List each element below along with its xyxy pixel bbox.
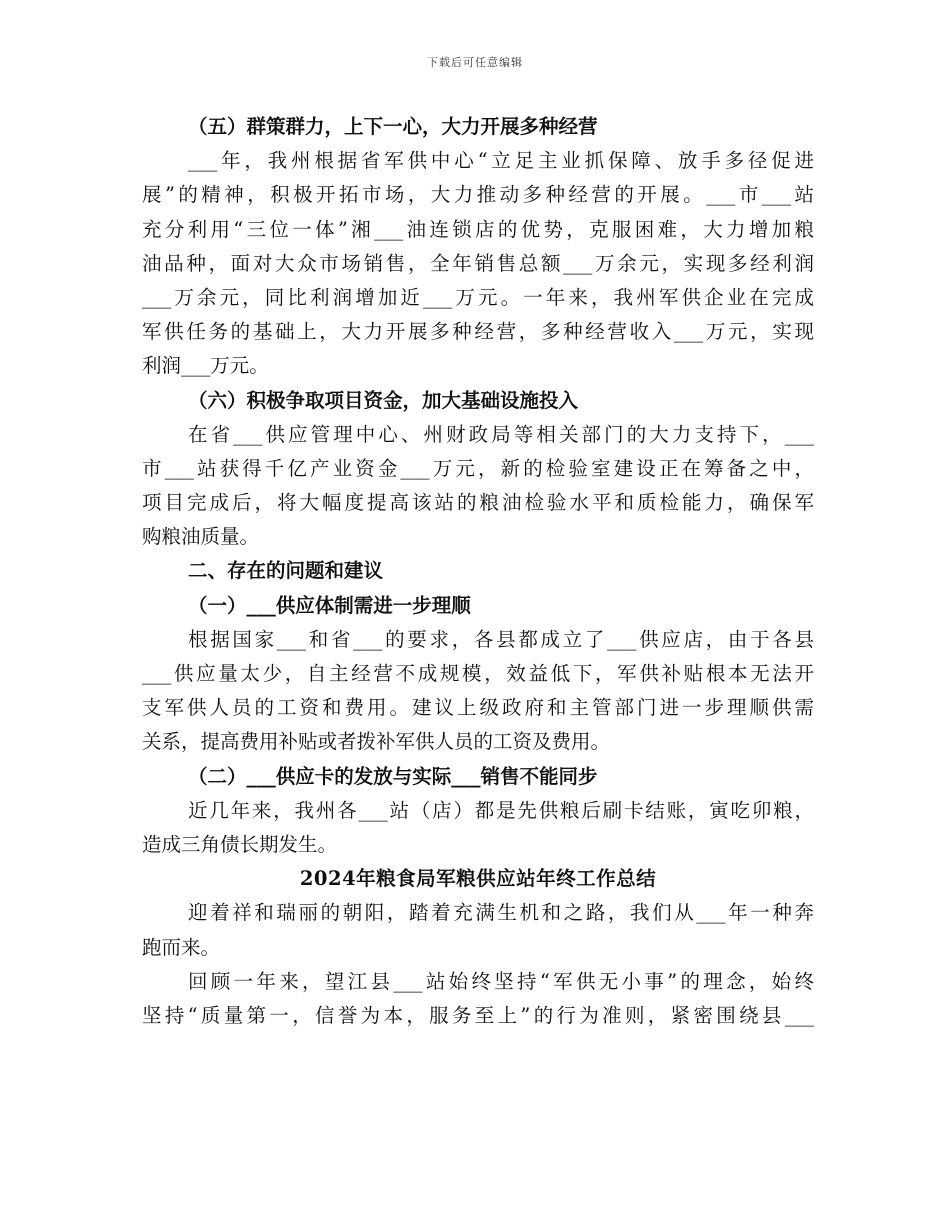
section-heading: （二）___供应卡的发放与实际___销售不能同步 [188,764,598,788]
text-line: 造成三角债长期发生。 [142,832,338,856]
text-line: 回顾一年来，望江县___站始终坚持“军供无小事”的理念，始终 [188,969,814,993]
text-line: ___年，我州根据省军供中心“立足主业抓保障、放手多径促进 [188,149,814,173]
document-title: 2024年粮食局军粮供应站年终工作总结 [299,867,657,891]
text-line: 支军供人员的工资和费用。建议上级政府和主管部门进一步理顺供需 [142,696,814,720]
text-line: 利润___万元。 [142,354,269,378]
text-line: 军供任务的基础上，大力开展多种经营，多种经营收入___万元，实现 [142,320,814,344]
text-line: 根据国家___和省___的要求，各县都成立了___供应店，由于各县 [188,627,814,651]
document-body [142,110,814,1033]
text-line: 关系，提高费用补贴或者拨补军供人员的工资及费用。 [142,730,611,754]
text-line: 油品种，面对大众市场销售，全年销售总额___万余元，实现多经利润 [142,251,814,275]
text-line: 展”的精神，积极开拓市场，大力推动多种经营的开展。___市___站 [142,183,814,207]
text-line: 跑而来。 [142,935,221,959]
text-line: 购粮油质量。 [142,525,260,549]
text-line: 迎着祥和瑞丽的朝阳，踏着充满生机和之路，我们从___年一种奔 [188,901,814,925]
text-line: ___万余元，同比利润增加近___万元。一年来，我州军供企业在完成 [142,285,814,309]
section-heading: （六）积极争取项目资金，加大基础设施投入 [188,388,579,412]
section-heading: 二、存在的问题和建议 [188,559,384,583]
text-line: ___供应量太少，自主经营不成规模，效益低下，军供补贴根本无法开 [142,662,814,685]
text-line: 近几年来，我州各___站（店）都是先供粮后刷卡结账，寅吃卯粮， [188,798,814,822]
section-heading: （五）群策群力，上下一心，大力开展多种经营 [188,115,598,138]
text-line: 充分利用“三位一体”湘___油连锁店的优势，克服困难，大力增加粮 [142,217,814,241]
text-line: 坚持“质量第一，信誉为本，服务至上”的行为准则，紧密围绕县___ [142,1003,814,1027]
header-note: 下载后可任意编辑 [427,56,523,69]
text-line: 市___站获得千亿产业资金___万元，新的检验室建设正在筹备之中， [142,456,814,480]
text-line: 在省___供应管理中心、州财政局等相关部门的大力支持下，___ [188,422,814,446]
text-line: 项目完成后，将大幅度提高该站的粮油检验水平和质检能力，确保军 [142,491,814,515]
section-heading: （一）___供应体制需进一步理顺 [188,593,471,617]
